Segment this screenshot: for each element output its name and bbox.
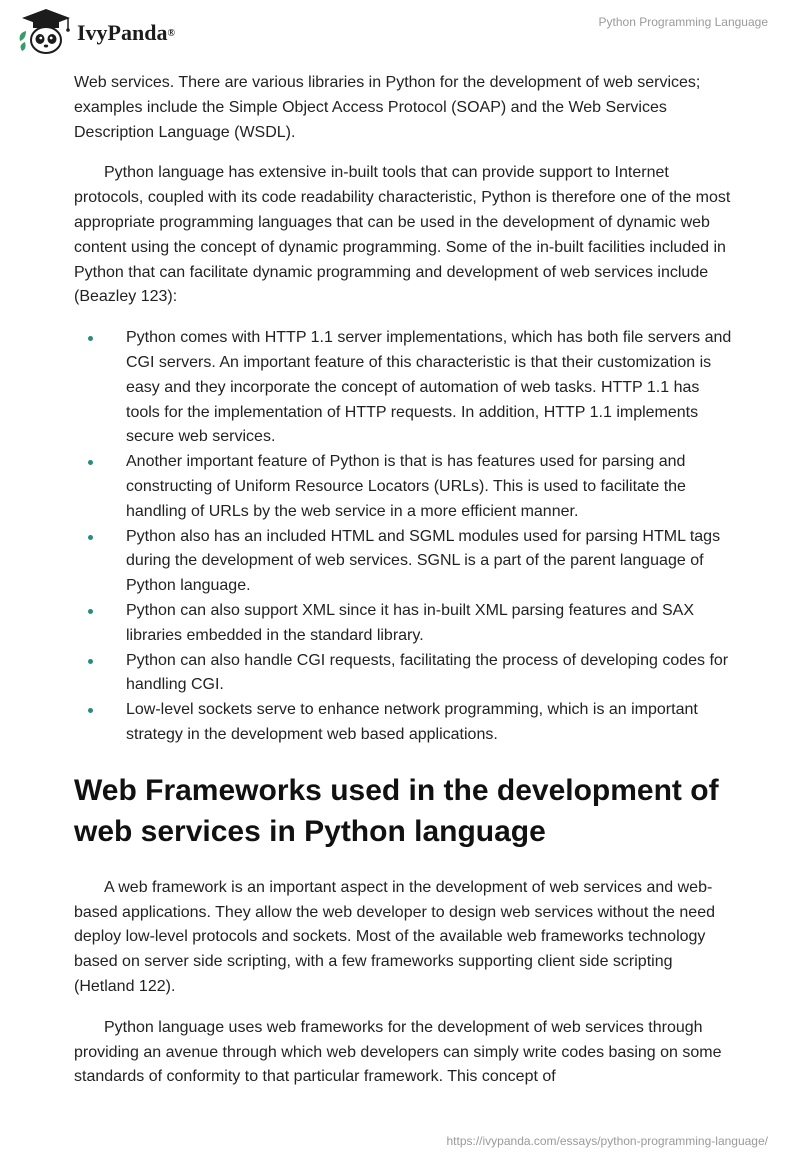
list-item-text: Low-level sockets serve to enhance network programming, which is an important strategy in the development web based applications. xyxy=(126,701,698,743)
ivypanda-logo-icon[interactable] xyxy=(16,7,76,57)
bullet-icon xyxy=(88,336,93,341)
list-item xyxy=(74,649,734,699)
list-item-text: Python can also support XML since it has in-built XML parsing features and SAX libraries embedded in the standard library. xyxy=(126,601,695,644)
bullet-icon xyxy=(88,609,93,614)
list-item-text: Python comes with HTTP 1.1 server implementations, which has both file servers and CGI servers. An important feature of this characteristic is that their customization is easy and they incorporate the concept of automation of web tasks. HTTP 1.1 has tools for the implementation of HTTP requests. In addition, HTTP 1.1 implements secure web services. xyxy=(126,329,732,446)
paragraph: Web services. There are various libraries in Python for the development of web services; examples include the Simple Object Access Protocol (SOAP) and the Web Services Description Language (WSDL). xyxy=(74,74,701,141)
source-url[interactable]: https://ivypanda.com/essays/python-programming-language/ xyxy=(446,1134,768,1148)
list-item xyxy=(74,599,734,649)
page-header xyxy=(0,0,800,60)
document-title: Python Programming Language xyxy=(598,15,768,29)
list-item xyxy=(74,326,734,450)
bullet-icon xyxy=(88,535,93,540)
list-item-text: Another important feature of Python is that is has features used for parsing and constructing of Uniform Resource Locators (URLs). This is used to facilitate the handling of URLs by the web service in a more efficient manner. xyxy=(126,453,686,520)
list-item xyxy=(74,698,734,748)
bullet-icon xyxy=(88,659,93,664)
list-item-text: Python also has an included HTML and SGML modules used for parsing HTML tags during the development of web services. SGNL is a part of the parent language of Python language. xyxy=(126,527,721,595)
list-item-text: Python can also handle CGI requests, facilitating the process of developing codes for handling CGI. xyxy=(126,651,729,694)
brand-name[interactable]: IvyPanda® xyxy=(77,20,175,45)
section-heading: Web Frameworks used in the development of web services in Python language xyxy=(74,773,719,848)
bullet-icon xyxy=(88,708,93,713)
essay-content xyxy=(74,71,734,1106)
list-item xyxy=(74,450,734,524)
paragraph: A web framework is an important aspect in the development of web services and web-based applications. They allow the web developer to design web services without the need deploy low-level protocols and sockets. Most of the available web frameworks technology based on server side scripting, with a few frameworks supporting client side scripting (Hetland 122). xyxy=(74,878,715,995)
bullet-list xyxy=(74,326,734,748)
bullet-icon xyxy=(88,460,93,465)
list-item xyxy=(74,525,734,599)
paragraph: Python language has extensive in-built tools that can provide support to Internet protocols, coupled with its code readability characteristic, Python is therefore one of the most appropriate programming languages that can be used in the development of dynamic web content using the concept of dynamic programming. Some of the in-built facilities included in Python that can facilitate dynamic programming and development of web services include (Beazley 123): xyxy=(74,164,731,306)
paragraph: Python language uses web frameworks for the development of web services through providing an avenue through which web developers can simply write codes basing on some standards of conformity to that particular framework. This concept of xyxy=(74,1018,722,1086)
